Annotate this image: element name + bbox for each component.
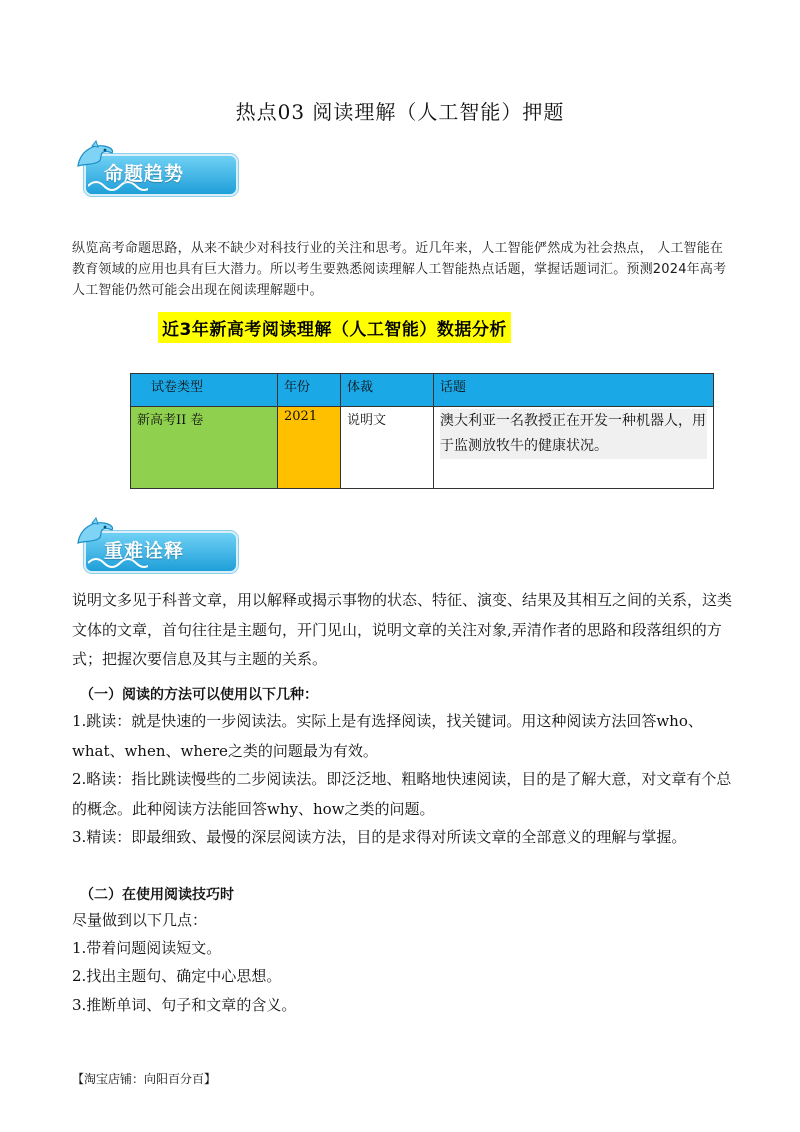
cell-type: 新高考II 卷 [131, 407, 278, 489]
section2-item: 2.找出主题句、确定中心思想。 [72, 967, 282, 985]
header-topic: 话题 [434, 374, 714, 407]
trend-badge [78, 146, 236, 194]
document-title: 热点03 阅读理解（人工智能）押题 [235, 100, 565, 124]
section2-item: 1.带着问题阅读短文。 [72, 939, 222, 957]
trend-badge-label: 命题趋势 [104, 163, 185, 185]
cell-topic-text: 澳大利亚一名教授正在开发一种机器人，用于监测放牧牛的健康状况。 [440, 409, 707, 459]
section1-item: 3.精读：即最细致、最慢的深层阅读方法，目的是求得对所读文章的全部意义的理解与掌握。 [72, 828, 687, 846]
section2-heading: （二）在使用阅读技巧时 [80, 887, 234, 903]
cell-topic [434, 407, 714, 489]
table-header-row [131, 374, 714, 407]
header-year: 年份 [278, 374, 341, 407]
difficulty-badge-label: 重难诠释 [104, 540, 185, 562]
difficulty-badge [78, 523, 236, 571]
section1-item: 1.跳读：就是快速的一步阅读法。实际上是有选择阅读，找关键词。用这种阅读方法回答who、what、when、where之类的问题最为有效。 [72, 712, 703, 760]
header-genre: 体裁 [341, 374, 434, 407]
trend-paragraph: 纵览高考命题思路，从来不缺少对科技行业的关注和思考。近几年来，人工智能俨然成为社会热点， 人工智能在教育领域的应用也具有巨大潜力。所以考生要熟悉阅读理解人工智能热点话题，掌握话题词汇。预测2024年高考人工智能仍然可能会出现在阅读理解题中。 [72, 241, 727, 298]
section2-intro: 尽量做到以下几点： [72, 911, 208, 929]
cell-year: 2021 [278, 407, 341, 489]
intro-paragraph: 说明文多见于科普文章，用以解释或揭示事物的状态、特征、演变、结果及其相互之间的关系，这类文体的文章，首句往往是主题句，开门见山，说明文章的关注对象,弄清作者的思路和段落组织的方式；把握次要信息及其与主题的关系。 [72, 591, 733, 668]
cell-genre: 说明文 [341, 407, 434, 489]
section1-heading: （一）阅读的方法可以使用以下几种： [80, 687, 318, 703]
table-row [131, 407, 714, 489]
section2-item: 3.推断单词、句子和文章的含义。 [72, 996, 297, 1014]
data-table [130, 373, 714, 489]
section1-item: 2.略读：指比跳读慢些的二步阅读法。即泛泛地、粗略地快速阅读，目的是了解大意，对文章有个总的概念。此种阅读方法能回答why、how之类的问题。 [72, 770, 732, 818]
footer-text: 【淘宝店铺：向阳百分百】 [72, 1072, 217, 1086]
analysis-title: 近3年新高考阅读理解（人工智能）数据分析 [158, 312, 511, 343]
header-type: 试卷类型 [131, 374, 278, 407]
